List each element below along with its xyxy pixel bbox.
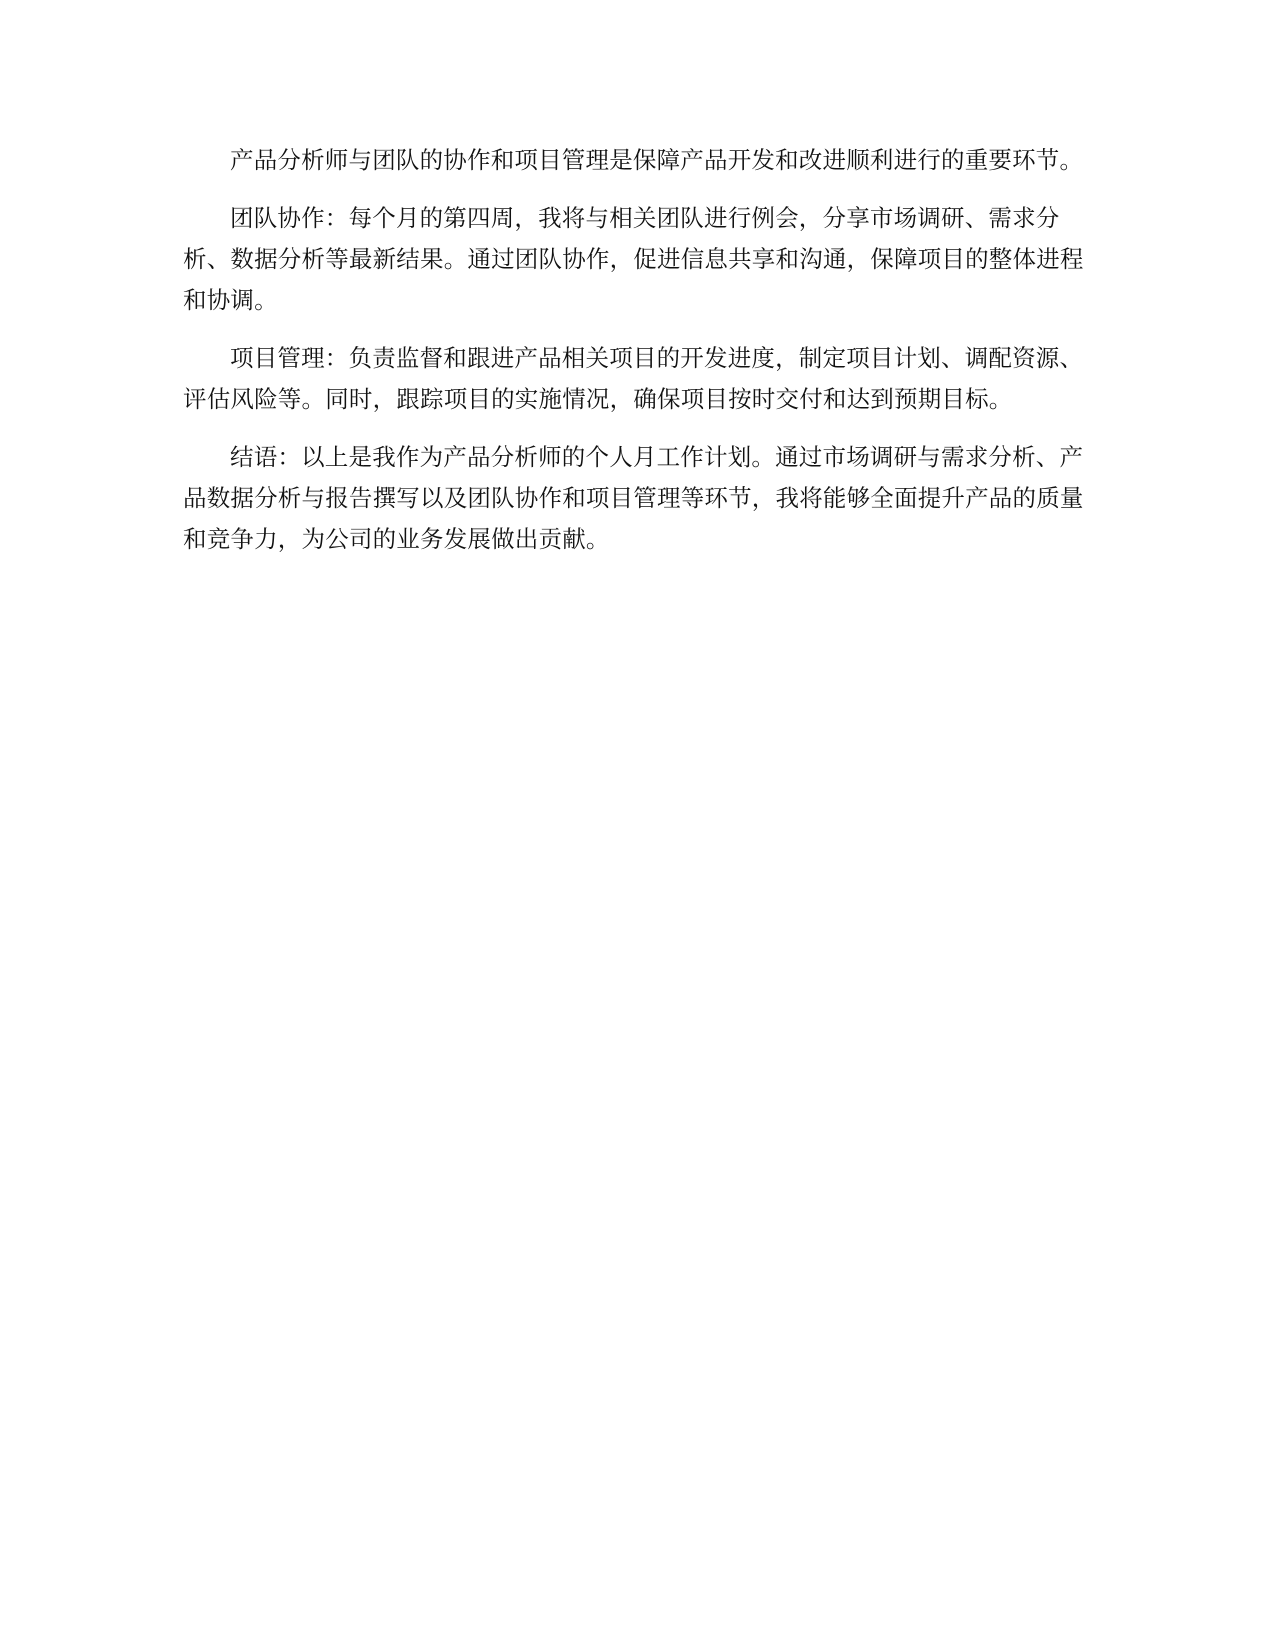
paragraph-conclusion: 结语：以上是我作为产品分析师的个人月工作计划。通过市场调研与需求分析、产品数据分析与报告撰写以及团队协作和项目管理等环节，我将能够全面提升产品的质量和竞争力，为公司的业务发展做出贡献。	[183, 443, 1084, 553]
paragraph-project-management: 项目管理：负责监督和跟进产品相关项目的开发进度，制定项目计划、调配资源、评估风险等。同时，跟踪项目的实施情况，确保项目按时交付和达到预期目标。	[183, 344, 1084, 413]
paragraph-team-collaboration: 团队协作：每个月的第四周，我将与相关团队进行例会，分享市场调研、需求分析、数据分析等最新结果。通过团队协作，促进信息共享和沟通，保障项目的整体进程和协调。	[183, 204, 1084, 314]
document-body	[183, 140, 1089, 577]
paragraph-intro: 产品分析师与团队的协作和项目管理是保障产品开发和改进顺利进行的重要环节。	[230, 146, 1084, 174]
